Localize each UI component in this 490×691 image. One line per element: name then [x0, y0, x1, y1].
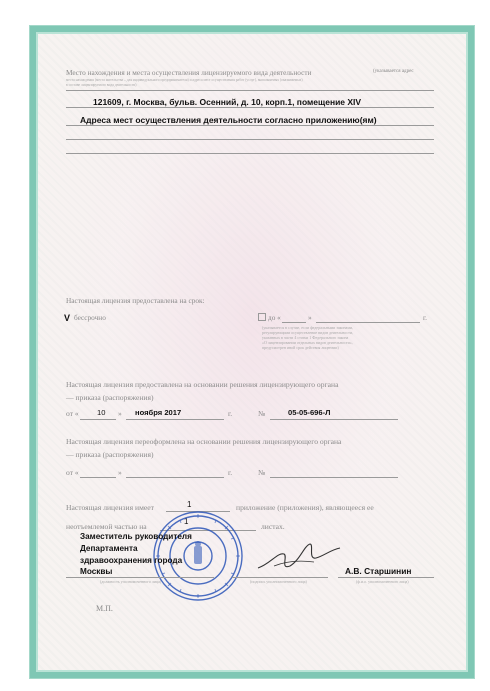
- term-note-line: предусмотрен иной срок действия лицензии): [262, 345, 339, 350]
- reissue-number-label: №: [258, 468, 266, 477]
- reissue-line: Настоящая лицензия переоформлена на основании решения лицензирующего органа: [66, 437, 342, 446]
- underline: [232, 577, 328, 578]
- term-label: Настоящая лицензия предоставлена на срок:: [66, 296, 205, 305]
- signatory-position-line: Департамента: [80, 544, 138, 553]
- term-note-line: указанных в части 4 статьи 1 Федерального закона: [262, 335, 349, 340]
- reissue-from: от «: [66, 468, 79, 477]
- header-note: (указывается адрес: [373, 69, 414, 74]
- underline: [66, 125, 434, 126]
- check-mark: V: [64, 313, 71, 323]
- term-until-mid: »: [308, 313, 312, 322]
- underline: [80, 477, 116, 478]
- header-note-line: места нахождения (места жительства – для индивидуального предпринимателя) и адреса мест осуществления работ (услуг), выполняемых (оказываемых): [66, 78, 303, 82]
- reissue-close-quote: »: [118, 468, 122, 477]
- decision-from: от «: [66, 409, 79, 418]
- appendix-count: 1: [187, 500, 192, 509]
- stamp-place-label: М.П.: [96, 604, 113, 613]
- underline: [66, 107, 434, 108]
- term-until-prefix: до «: [268, 313, 281, 322]
- underline: [126, 419, 224, 420]
- decision-number: 05-05-696-Л: [288, 408, 331, 417]
- term-indefinite: бессрочно: [74, 313, 106, 322]
- underline: [126, 477, 224, 478]
- decision-day: 10: [97, 408, 106, 417]
- underline: [282, 322, 306, 323]
- decision-line: Настоящая лицензия предоставлена на основании решения лицензирующего органа: [66, 380, 339, 389]
- underline: [66, 577, 214, 578]
- appendix-line2-prefix: неотъемлемой частью на: [66, 522, 147, 531]
- underline: [316, 322, 420, 323]
- decision-year-suffix: г.: [228, 409, 233, 418]
- addresses-note: Адреса мест осуществления деятельности согласно приложению(ям): [80, 115, 377, 125]
- appendix-sheets: 1: [184, 517, 189, 526]
- underline: [270, 419, 398, 420]
- decision-month-year: ноября 2017: [135, 408, 182, 417]
- term-note-line: регулирующими осуществление видов деятельности,: [262, 330, 354, 335]
- underline: [270, 477, 398, 478]
- appendix-suffix: приложение (приложения), являющееся ее: [236, 503, 374, 512]
- header-line: Место нахождения и места осуществления лицензируемого вида деятельности: [66, 68, 312, 77]
- signature-icon: [254, 536, 344, 576]
- term-note-line: «О лицензировании отдельных видов деятельности»,: [262, 340, 353, 345]
- signatory-name: А.В. Старшинин: [345, 566, 412, 576]
- header-note-line: в составе лицензируемого вида деятельности): [66, 83, 137, 87]
- decision-line: — приказа (распоряжения): [66, 393, 154, 402]
- checkbox-until: [258, 313, 266, 321]
- appendix-line2-suffix: листах.: [261, 522, 285, 531]
- underline: [66, 139, 434, 140]
- decision-close-quote: »: [118, 409, 122, 418]
- position-note: (должность уполномоченного лица): [100, 579, 162, 584]
- term-until-suffix: г.: [423, 313, 427, 322]
- appendix-prefix: Настоящая лицензия имеет: [66, 503, 154, 512]
- signatory-position-line: здравоохранения города: [80, 556, 183, 565]
- reissue-year-suffix: г.: [228, 468, 233, 477]
- underline: [66, 90, 434, 91]
- term-note-line: (указывается в случае, если федеральными законами,: [262, 325, 354, 330]
- underline: [80, 419, 116, 420]
- decision-number-label: №: [258, 409, 266, 418]
- name-note: (ф.и.о. уполномоченного лица): [356, 579, 409, 584]
- underline: [338, 577, 434, 578]
- address-value: 121609, г. Москва, бульв. Осенний, д. 10, корп.1, помещение XIV: [93, 97, 362, 107]
- underline: [66, 153, 434, 154]
- signatory-position-line: Москвы: [80, 567, 113, 576]
- reissue-line: — приказа (распоряжения): [66, 450, 154, 459]
- signature-note: (подпись уполномоченного лица): [250, 579, 307, 584]
- signatory-position-line: Заместитель руководителя: [80, 532, 192, 541]
